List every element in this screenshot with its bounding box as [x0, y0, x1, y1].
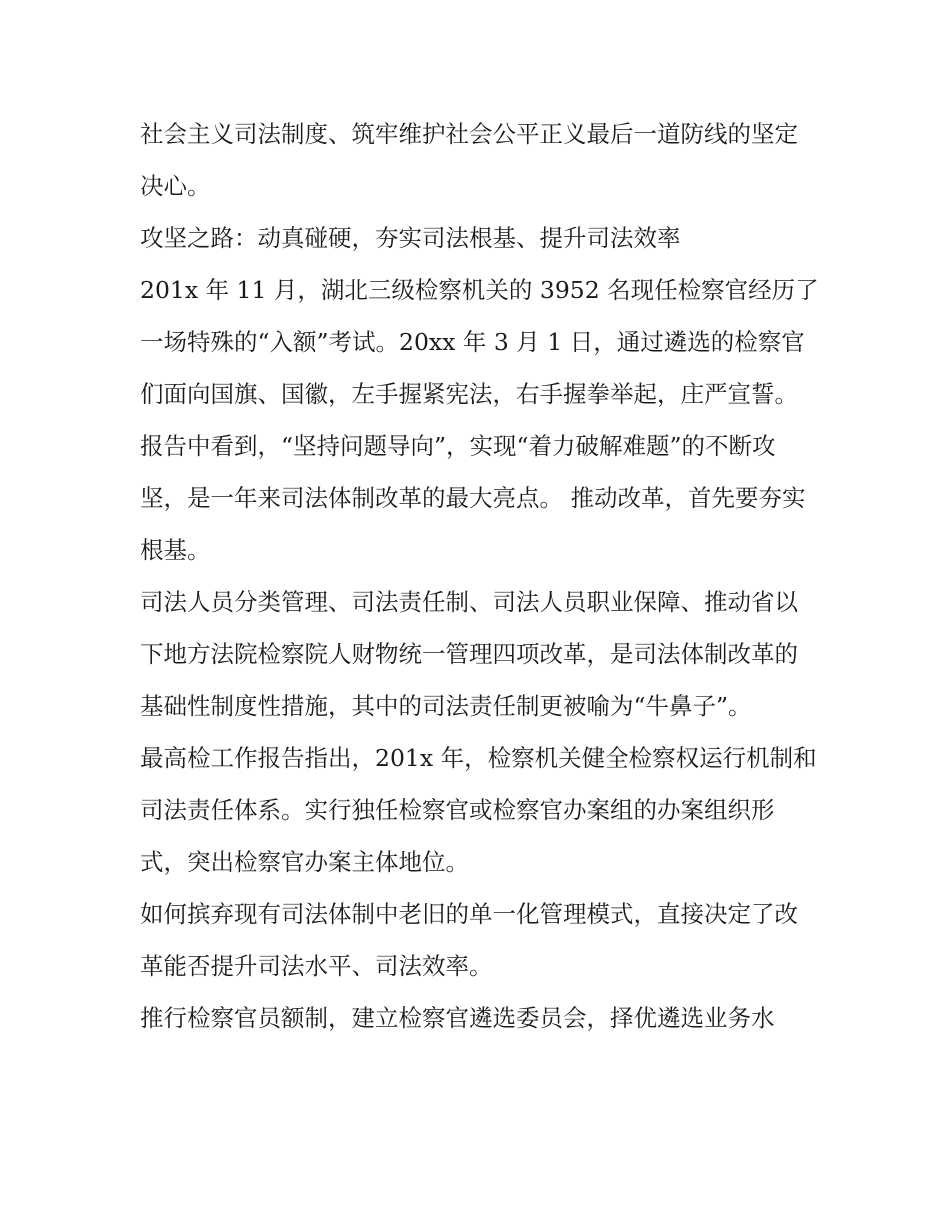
paragraph-5: 最高检工作报告指出，201x 年，检察机关健全检察权运行机制和司法责任体系。实行独任检察官或检察官办案组的办案组织形式，突出检察官办案主体地位。 — [140, 744, 817, 876]
paragraph-4: 司法人员分类管理、司法责任制、司法人员职业保障、推动省以下地方法院检察院人财物统一管理四项改革，是司法体制改革的基础性制度性措施，其中的司法责任制更被喻为“牛鼻子”。 — [140, 588, 798, 720]
paragraph-6: 如何摈弃现有司法体制中老旧的单一化管理模式，直接决定了改革能否提升司法水平、司法效率。 — [140, 900, 798, 980]
paragraph-1: 社会主义司法制度、筑牢维护社会公平正义最后一道防线的坚定决心。 — [140, 120, 798, 200]
paragraph-2: 201x 年 11 月，湖北三级检察机关的 3952 名现任检察官经历了一场特殊的“入额”考试。20xx 年 3 月 1 日，通过遴选的检察官们面向国旗、国徽，左手握紧宪法，右手握拳举起，庄严宣誓。 — [140, 276, 819, 408]
section-heading: 攻坚之路：动真碰硬，夯实司法根基、提升司法效率 — [140, 224, 681, 252]
paragraph-7: 推行检察官员额制，建立检察官遴选委员会，择优遴选业务水 — [140, 1004, 775, 1032]
paragraph-3: 报告中看到，“坚持问题导向”，实现“着力破解难题”的不断攻坚，是一年来司法体制改革的最大亮点。 推动改革，首先要夯实根基。 — [140, 432, 806, 564]
document-body — [140, 108, 820, 1044]
